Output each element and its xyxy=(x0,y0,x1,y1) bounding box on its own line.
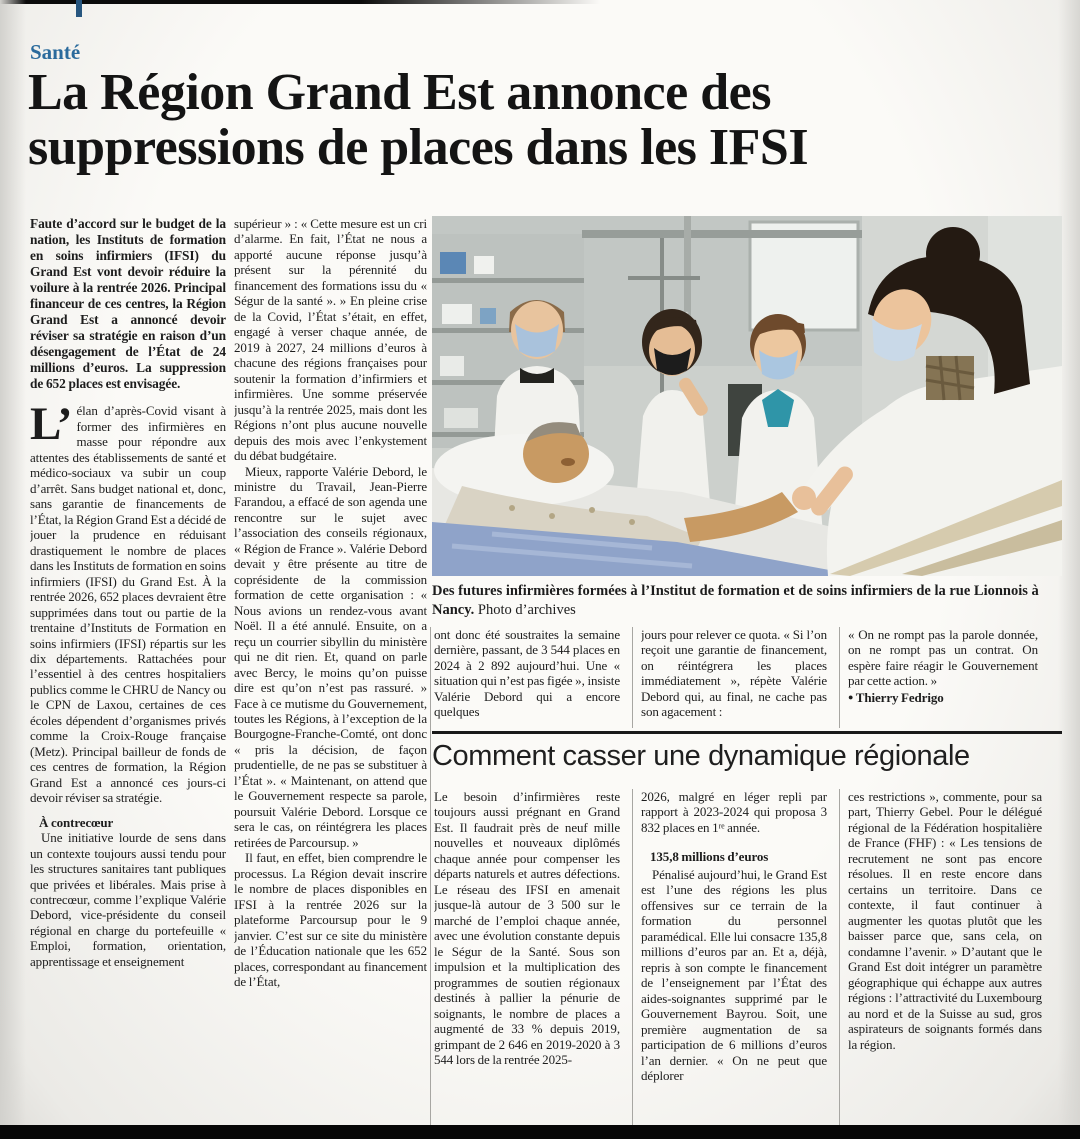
article-photo xyxy=(432,216,1062,576)
column-divider xyxy=(632,789,633,1126)
section-kicker: Santé xyxy=(30,40,81,64)
paragraph: ont donc été soustraites la semaine dernière, passant, de 3 544 places en 2024 à 2 892 aujourd’hui. Une « situation qui n’est pas figée », insiste Valérie Debord qui a encore quelques xyxy=(434,627,620,720)
paragraph: 2026, malgré en léger repli par rapport à 2023-2024 qui proposa 3 832 places en 1ʳᵉ année. xyxy=(641,789,827,835)
article-lede: Faute d’accord sur le budget de la nation, les Instituts de formation en soins infirmiers (IFSI) du Grand Est vont devoir réduire la voilure à la rentrée 2026. Principal financeur de ces centres, la Région Grand Est a annoncé devoir réviser sa stratégie en raison d’un désengagement de l’État de 24 millions d’euros. La suppression de 652 places est envisagée. xyxy=(30,216,226,391)
section2-column-3 xyxy=(848,789,1042,1126)
paragraph: Pénalisé aujourd’hui, le Grand Est est l’une des régions les plus offensives sur ce terrain de la formation du personnel paramédical. Elle lui consacre 135,8 millions d’euros par an. Et a, déjà, repris à son compte le financement de l’enseignement par l’État des aides-soignantes supprimé par le Gouvernement Bayrou. Soit, une première augmentation de sa participation de 6 millions d’euros l’an dernier. « On ne peut que déplorer xyxy=(641,866,827,1083)
paragraph xyxy=(30,398,226,806)
paragraph: supérieur » : « Cette mesure est un cri d’alarme. En fait, l’État ne nous a apporté aucune réponse jusqu’à présent sur la pérennité du financement des formations issu du « Ségur de la santé ». » En pleine crise de la Covid, l’État s’était, en effet, engagé à verser chaque année, de 2019 à 2027, 24 millions d’euros à chacune des régions françaises pour soutenir la formation d’infirmiers et infirmières. Une somme préservée jusqu’à la rentrée 2025, mais dont les Régions n’ont plus aucune nouvelle depuis des mois avec l’enkystement du débat budgétaire. xyxy=(234,216,427,464)
inline-subhead: À contrecœur xyxy=(39,814,114,830)
column-divider xyxy=(839,789,840,1126)
paragraph: Une initiative lourde de sens dans un contexte toujours aussi tendu pour les structures sanitaires tant publiques que privées et libérales. Mais prise à contrecœur, comme l’explique Valérie Debord, vice-présidente du conseil régional en charge du portefeuille « Emploi, formation, orientation, apprentissage et enseignement xyxy=(30,830,226,969)
article-headline xyxy=(28,66,1058,175)
section2-column-2 xyxy=(641,789,827,1126)
paragraph: Le besoin d’infirmières reste toujours aussi prégnant en Grand Est. Il faudrait près de neuf mille nouvelles et nouveaux diplômés chaque année pour compenser les départs naturels et autres défections. Le réseau des IFSI en amenait jusque-là autour de 3 500 sur le marché de l’emploi chaque année, avec une évolution constante depuis le Ségur de la Santé. Sous son impulsion et la multiplication des programmes de soutien régionaux destinés à pallier la pénurie de soignants, le nombre de places a augmenté de 33 % depuis 2019, grimpant de 2 646 en 2019-2020 à 3 544 lors de la rentrée 2025- xyxy=(434,789,620,1067)
blue-corner-mark xyxy=(76,0,82,17)
section2-title: Comment casser une dynamique régionale xyxy=(432,740,970,772)
inline-subhead: 135,8 millions d’euros xyxy=(650,849,769,865)
caption-text: Des futures infirmières formées à l’Institut de formation et de soins infirmiers de la rue Lionnois à Nancy. xyxy=(432,583,1039,618)
paragraph: Il faut, en effet, bien comprendre le processus. La Région devait inscrire le nombre de places disponibles en IFSI à la rentrée 2026 sur la plateforme Parcoursup pour le 9 janvier. C’est sur ce site du ministère de l’Éducation nationale que les 652 places, correspondant au financement de l’État, xyxy=(234,850,427,989)
section2-column-1 xyxy=(434,789,620,1126)
section-rule xyxy=(432,731,1062,734)
column-divider xyxy=(632,627,633,728)
byline-name: Thierry Fedrigo xyxy=(855,689,944,705)
paper-left-edge xyxy=(0,0,26,1139)
photo-caption xyxy=(432,582,1062,619)
caption-credit: Photo d’archives xyxy=(477,601,576,618)
paragraph: jours pour relever ce quota. « Si l’on reçoit une garantie de financement, on réintégrera les places immédiatement », répète Valérie Debord qui, au final, ne cache pas son agacement : xyxy=(641,627,827,720)
byline-bullet: ● xyxy=(848,691,854,702)
dropcap: L’ xyxy=(30,398,73,451)
paragraph: « On ne rompt pas la parole donnée, on ne rompt pas un contrat. On espère faire réagir le Gouvernement par cette action. » xyxy=(848,627,1038,689)
article-column-5 xyxy=(848,627,1038,728)
article-column-1 xyxy=(30,216,226,1124)
paragraph: Mieux, rapporte Valérie Debord, le ministre du Travail, Jean-Pierre Farandou, a effacé de son agenda une rencontre sur le sujet avec l’association des conseils régionaux, « Région de France ». Valérie Debord devait y être présente au titre de coprésidente de la commission formation de cette organisation : « Nous avions un rendez-vous avant Noël. Il a été annulé. Ensuite, on a reçu un courrier sibyllin du ministère qui ne dit rien. Et, quand on parle avec Bercy, le moins qu’on puisse dire est qu’on n’est pas rassuré. » Face à ce mutisme du Gouvernement, toutes les Régions, à l’exception de la Bourgogne-Franche-Comté, ont donc « pris la décision, de façon prudentielle, de ne pas se substituer à l’État ». « Maintenant, on attend que le Gouvernement respecte sa parole, poursuit Valérie Debord. Lorsque ce sera le cas, on réintégrera les places retirées de Parcoursup. » xyxy=(234,463,427,850)
author-byline xyxy=(848,690,1038,705)
article-column-3 xyxy=(434,627,620,728)
page-top-edge xyxy=(0,0,600,4)
column-divider xyxy=(430,627,431,1126)
paragraph: ces restrictions », commente, pour sa part, Thierry Gebel. Pour le délégué régional de la Fédération hospitalière de France (FHF) : « Les tensions de recrutement ne sont pas encore résolues. Il en reste encore dans certains un territoire. Dans ce contexte, il faut continuer à augmenter les quotas plutôt que les baisser parce que, sans cela, on condamne l’avenir. » D’autant que le Grand Est doit intégrer un paramètre géographique qui échappe aux autres régions : l’attractivité du Luxembourg au nord et de la Suisse au sud, gros aspirateurs de soignants formés dans la région. xyxy=(848,789,1042,1052)
column-divider xyxy=(839,627,840,728)
nursing-training-photo-illustration xyxy=(432,216,1062,576)
article-column-2 xyxy=(234,216,427,1126)
page-bottom-edge xyxy=(0,1125,1080,1139)
article-column-4 xyxy=(641,627,827,728)
paragraph-text: élan d’après-Covid visant à former des infirmières en masse pour répondre aux attentes des établissements de santé et médico-sociaux va subir un coup d’arrêt. Sans budget national et, donc, sans garantie de financements de l’État, la Région Grand Est a décidé de jouer la prudence en réduisant drastiquement le nombre de places dans les Instituts de formation en soins infirmiers (IFSI) du Grand Est. À la rentrée 2026, 652 places devraient être supprimées dans tout ou partie de la trentaine d’Instituts de Formation en soins infirmiers (IFSI) répartis sur les dix départements. Rattachées pour l’essentiel à des centres hospitaliers publics comme le CHRU de Nancy ou le CPN de Laxou, certaines de ces écoles dépendent d’organismes privés comme la Croix-Rouge française (Metz). Principal bailleur de fonds de ces centres de formation, la Région Grand Est a annoncé ces jours-ci devoir réviser sa stratégie. xyxy=(30,403,226,806)
headline-line-2: suppressions de places dans les IFSI xyxy=(28,118,809,176)
headline-line-1: La Région Grand Est annonce des xyxy=(28,64,771,121)
